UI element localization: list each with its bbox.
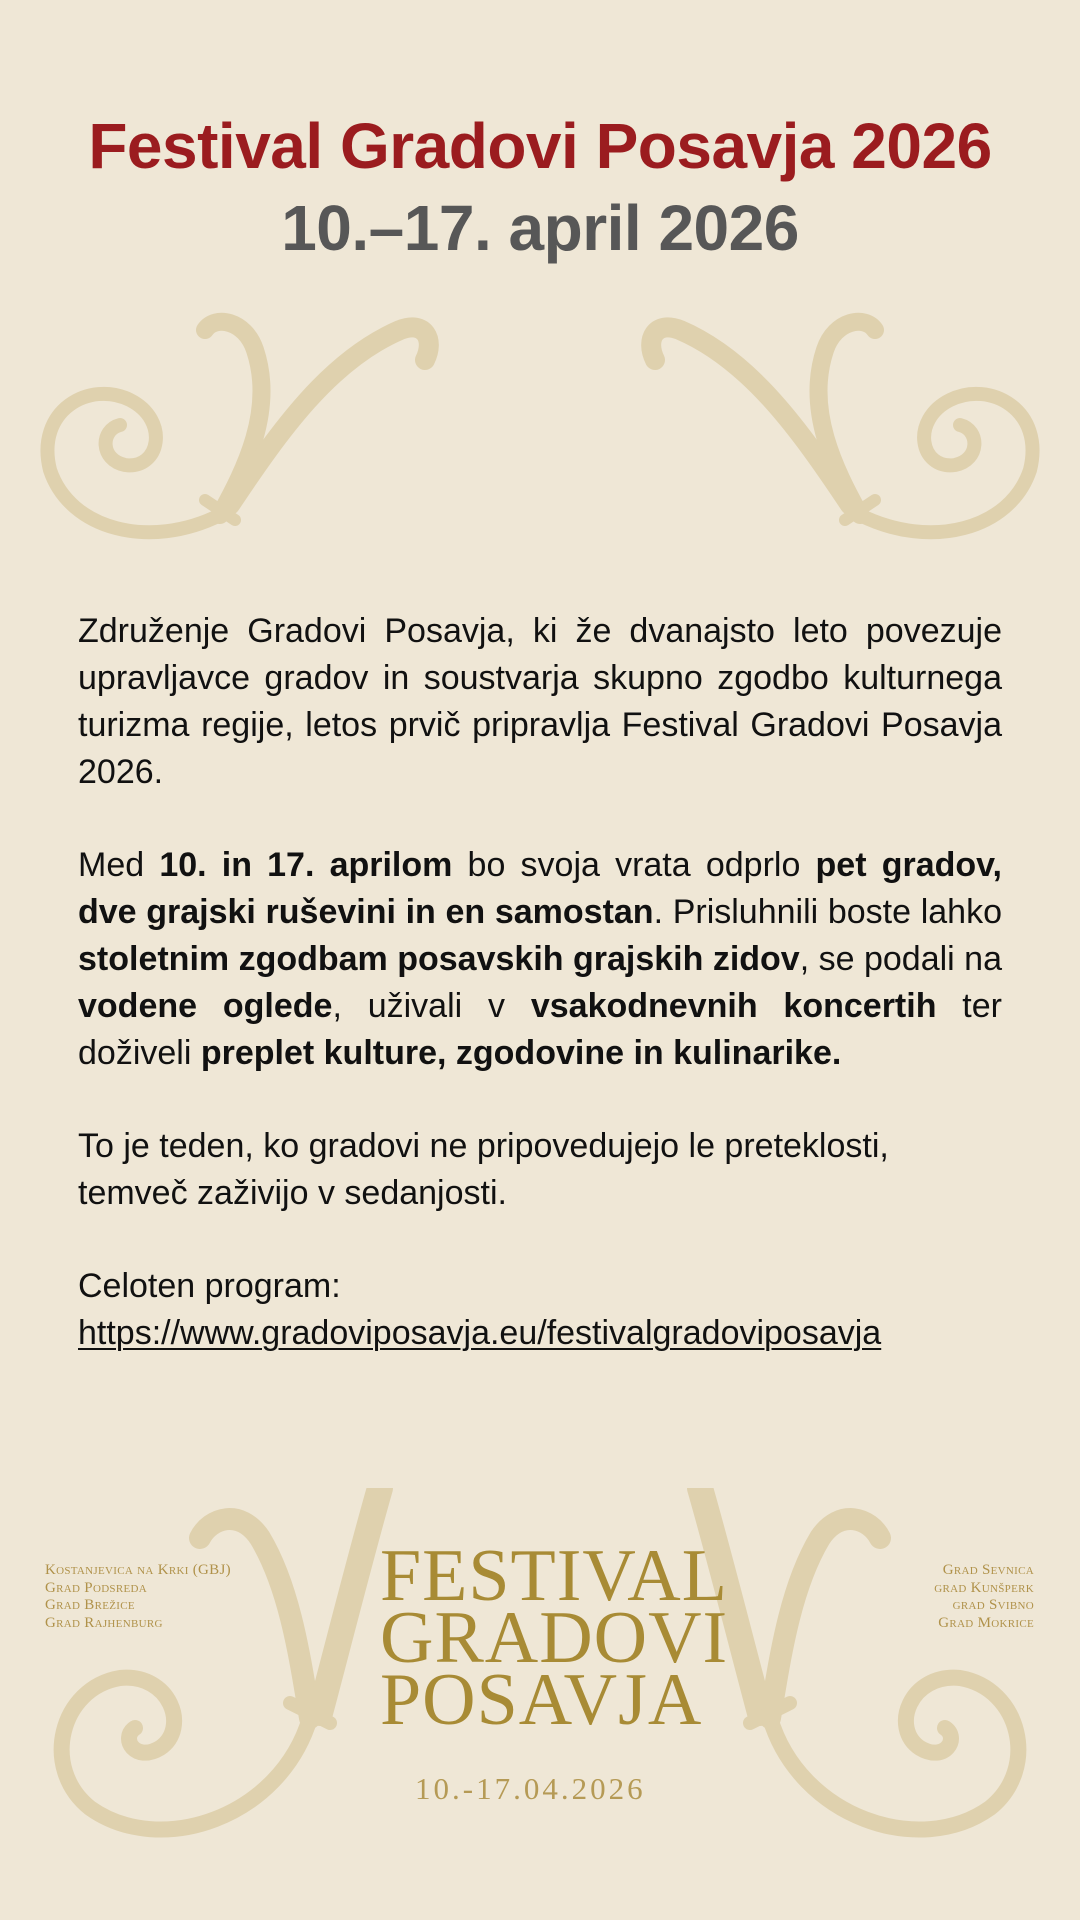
town-item: Kostanjevica na Krki (GBJ) — [45, 1562, 231, 1578]
text-segment: , se podali na — [799, 940, 1003, 978]
intro-paragraph: Združenje Gradovi Posavja, ki že dvanajsto leto povezuje upravljavce gradov in soustvarja skupno zgodbo kulturnega turizma regije, letos prvič pripravlja Festival Gradovi Posavja 2026. — [78, 612, 1002, 791]
town-item: Grad Rajhenburg — [45, 1614, 163, 1631]
bold-segment: vodene oglede — [78, 987, 333, 1025]
bold-segment: preplet kulture, zgodovine in kulinarike. — [200, 1034, 842, 1072]
scroll-ornament-bottom-left-icon — [40, 1488, 400, 1868]
bold-segment: pet gradov, dve grajski ruševini in en samostan — [78, 846, 1002, 931]
text-segment: , uživali v — [332, 987, 531, 1025]
town-item: Grad Sevnica — [942, 1562, 1034, 1578]
bold-segment: stoletnim zgodbam posavskih grajskih zidov — [78, 940, 800, 978]
body-text — [78, 608, 1002, 1403]
scroll-ornament-bottom-right-icon — [680, 1488, 1040, 1868]
text-segment: ter doživeli — [78, 987, 1002, 1072]
logo-line-festival: FESTIVAL — [380, 1535, 728, 1617]
festival-dates: 10.–17. april 2026 — [281, 192, 799, 264]
town-item: Grad Brežice — [45, 1597, 135, 1613]
bold-segment: 10. in 17. aprilom — [159, 846, 453, 884]
town-item: Grad Podsreda — [45, 1579, 147, 1596]
logo-date: 10.-17.04.2026 — [415, 1771, 646, 1806]
town-item: grad Kunšperk — [934, 1579, 1034, 1596]
program-paragraph — [78, 1263, 1002, 1357]
closing-paragraph: To je teden, ko gradovi ne pripovedujejo le preteklosti, temveč zaživijo v sedanjosti. — [78, 1127, 889, 1212]
town-item: grad Svibno — [952, 1597, 1034, 1613]
text-segment: Med — [78, 846, 160, 884]
towns-list-left — [45, 1562, 231, 1632]
scroll-ornament-top-right-icon — [630, 300, 1050, 560]
town-item: Grad Mokrice — [938, 1614, 1034, 1631]
logo-line-gradovi: GRADOVI — [380, 1597, 729, 1679]
festival-logo — [380, 1535, 729, 1807]
logo-line-posavja: POSAVJA — [380, 1659, 703, 1741]
scroll-ornament-top-left-icon — [30, 300, 450, 560]
bold-segment: vsakodnevnih koncertih — [530, 987, 937, 1025]
program-label: Celoten program: — [78, 1267, 341, 1305]
text-segment: . Prisluhnili boste lahko — [653, 893, 1002, 931]
details-paragraph — [78, 842, 1002, 1077]
text-segment: bo svoja vrata odprlo — [452, 846, 816, 884]
festival-title: Festival Gradovi Posavja 2026 — [88, 110, 992, 182]
program-link[interactable]: https://www.gradoviposavja.eu/festivalgradoviposavja — [78, 1314, 882, 1352]
towns-list-right — [934, 1562, 1034, 1632]
